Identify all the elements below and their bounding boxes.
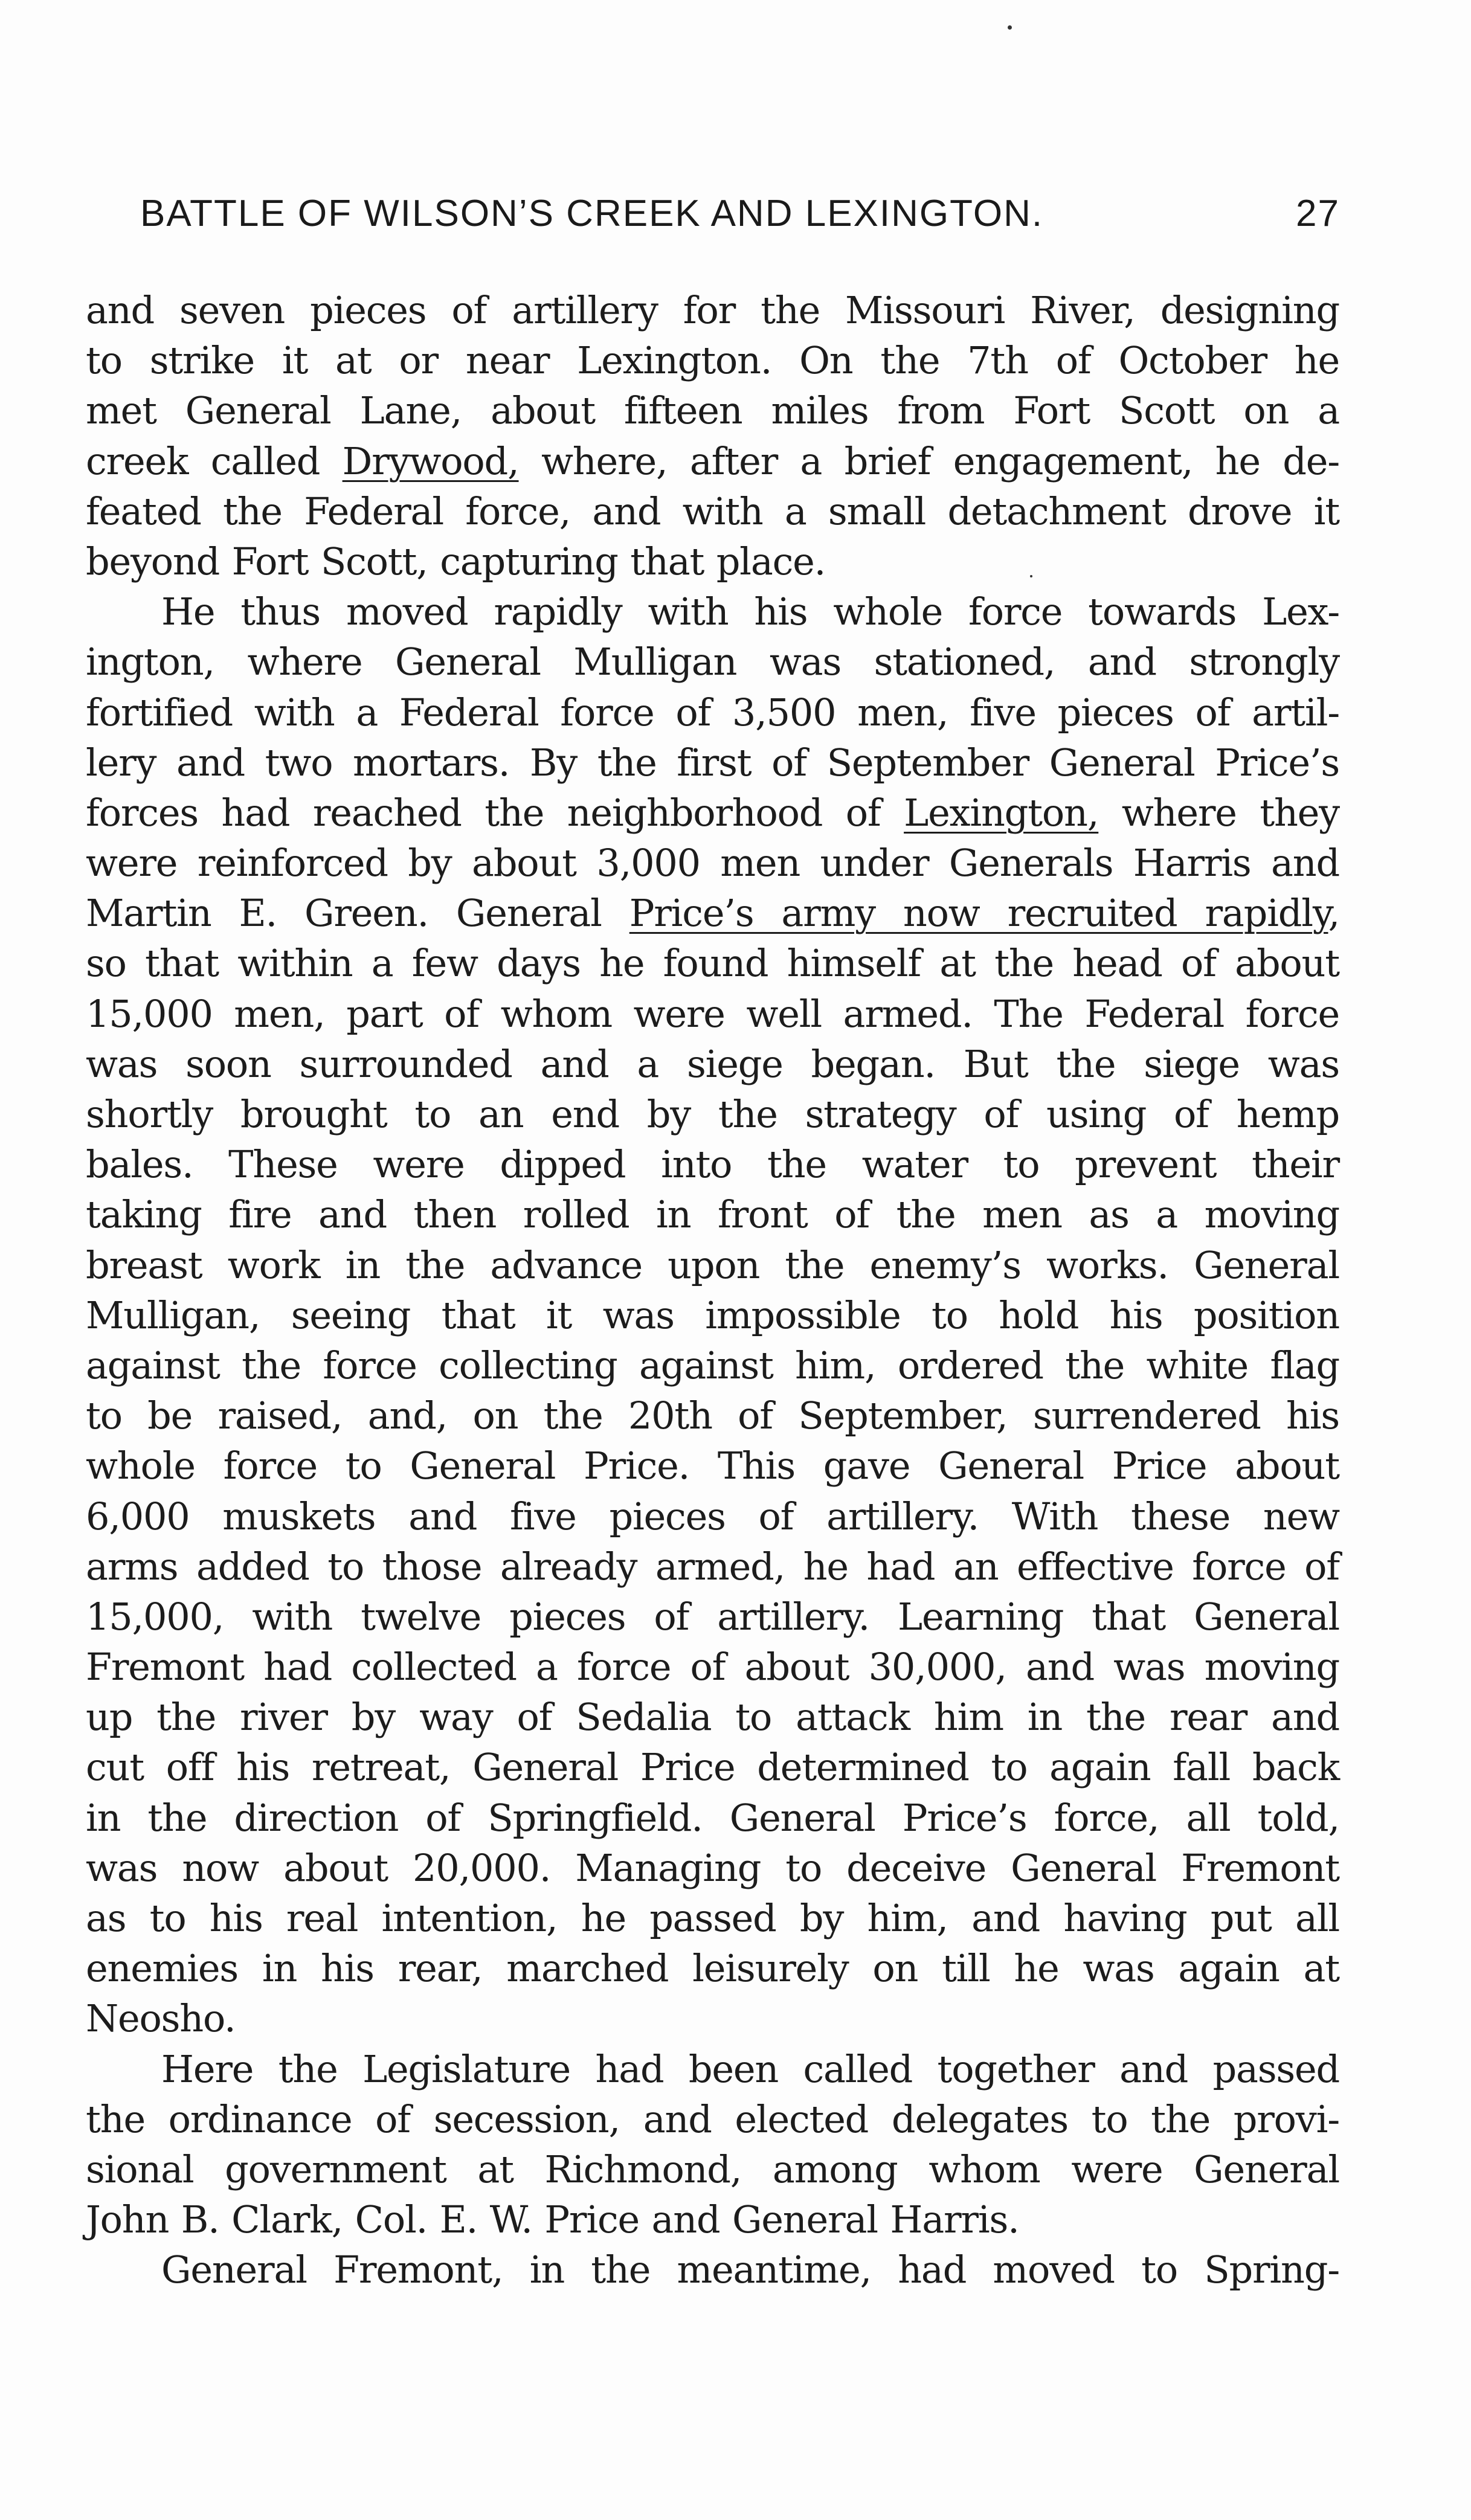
text-segment: Martin E. Green. General bbox=[86, 891, 629, 936]
underlined-phrase: Drywood, bbox=[342, 439, 519, 483]
text-line bbox=[86, 788, 1339, 838]
underlined-phrase: Price’s army now recruited rapidly bbox=[629, 891, 1328, 936]
text-line: bales. These were dipped into the water to prevent their bbox=[86, 1142, 1339, 1187]
text-line: arms added to those already armed, he had an effective force of bbox=[86, 1544, 1339, 1589]
text-line: to be raised, and, on the 20th of September, surrendered his bbox=[86, 1393, 1339, 1438]
running-header-title: BATTLE OF WILSON’S CREEK AND LEXINGTON. bbox=[140, 193, 1044, 234]
text-line: He thus moved rapidly with his whole force towards Lex- bbox=[161, 590, 1339, 634]
text-line: lery and two mortars. By the first of September General Price’s bbox=[86, 740, 1339, 785]
print-speck bbox=[1030, 575, 1032, 577]
text-line: ington, where General Mulligan was stationed, and strongly bbox=[86, 640, 1339, 684]
text-line: was now about 20,000. Managing to deceive General Fremont bbox=[86, 1845, 1339, 1890]
text-segment: creek called bbox=[86, 439, 343, 483]
text-line: Neosho. bbox=[86, 1996, 236, 2041]
page-number: 27 bbox=[1296, 193, 1340, 234]
text-line: whole force to General Price. This gave General Price about bbox=[86, 1444, 1339, 1488]
text-line: in the direction of Springfield. General Price’s force, all told, bbox=[86, 1795, 1339, 1840]
running-header bbox=[140, 192, 1340, 235]
text-line: taking fire and then rolled in front of the men as a moving bbox=[86, 1192, 1339, 1237]
text-line bbox=[86, 888, 1339, 938]
text-line: to strike it at or near Lexington. On the 7th of October he bbox=[86, 338, 1339, 383]
text-line: 6,000 muskets and five pieces of artillery. With these new bbox=[86, 1494, 1339, 1538]
text-line: up the river by way of Sedalia to attack him in the rear and bbox=[86, 1695, 1339, 1740]
text-segment: where, after a brief engagement, he de- bbox=[518, 439, 1339, 483]
underlined-phrase: Lexington, bbox=[904, 790, 1099, 835]
text-line: as to his real intention, he passed by him, and having put all bbox=[86, 1896, 1339, 1940]
text-line bbox=[86, 436, 1339, 486]
text-line: John B. Clark, Col. E. W. Price and General Harris. bbox=[86, 2197, 1019, 2242]
text-segment: where they bbox=[1098, 790, 1339, 835]
text-line: General Fremont, in the meantime, had moved to Spring- bbox=[161, 2248, 1339, 2292]
text-line: enemies in his rear, marched leisurely on till he was again at bbox=[86, 1946, 1339, 1991]
text-line: breast work in the advance upon the enemy’s works. General bbox=[86, 1242, 1339, 1287]
body-text bbox=[86, 285, 1339, 2295]
text-line: beyond Fort Scott, capturing that place. bbox=[86, 539, 826, 583]
text-line: met General Lane, about fifteen miles from Fort Scott on a bbox=[86, 388, 1339, 433]
text-line: so that within a few days he found himself at the head of about bbox=[86, 941, 1339, 986]
text-line: Mulligan, seeing that it was impossible to hold his position bbox=[86, 1293, 1339, 1337]
text-line: the ordinance of secession, and elected delegates to the provi- bbox=[86, 2097, 1339, 2141]
text-segment: , bbox=[1328, 891, 1339, 936]
text-line: and seven pieces of artillery for the Missouri River, designing bbox=[86, 288, 1339, 332]
text-line: sional government at Richmond, among whom were General bbox=[86, 2147, 1339, 2191]
text-line: was soon surrounded and a siege began. But the siege was bbox=[86, 1041, 1339, 1086]
text-line: feated the Federal force, and with a small detachment drove it bbox=[86, 489, 1339, 533]
text-line: fortified with a Federal force of 3,500 men, five pieces of artil- bbox=[86, 690, 1339, 734]
text-line: Fremont had collected a force of about 30,000, and was moving bbox=[86, 1645, 1339, 1689]
text-line: shortly brought to an end by the strategy of using of hemp bbox=[86, 1092, 1339, 1136]
text-line: were reinforced by about 3,000 men under Generals Harris and bbox=[86, 841, 1339, 886]
text-line: against the force collecting against him, ordered the white flag bbox=[86, 1343, 1339, 1387]
text-line: 15,000, with twelve pieces of artillery. Learning that General bbox=[86, 1594, 1339, 1639]
text-segment: forces had reached the neighborhood of bbox=[86, 790, 904, 835]
text-line: Here the Legislature had been called together and passed bbox=[161, 2046, 1339, 2091]
text-line: 15,000 men, part of whom were well armed. The Federal force bbox=[86, 991, 1339, 1036]
print-speck bbox=[1008, 25, 1012, 30]
text-line: cut off his retreat, General Price determined to again fall back bbox=[86, 1745, 1339, 1790]
